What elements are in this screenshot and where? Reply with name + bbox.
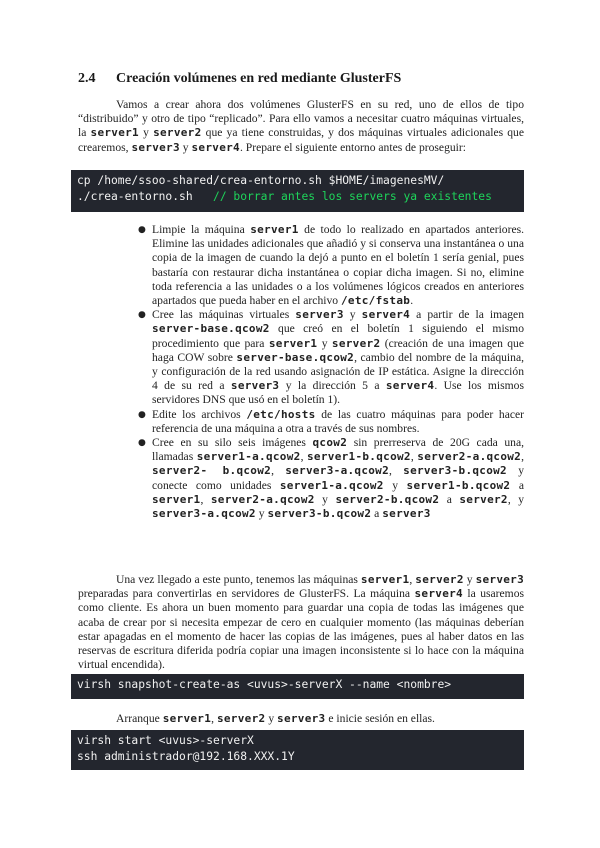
code-term: server2-a.qcow2 [417,450,522,464]
code-term: server1 [162,712,212,725]
code-term: server4 [385,379,435,393]
text-run: , [409,573,416,586]
text-run: Edite los archivos [152,407,247,421]
text-run: , [521,450,525,464]
bullet-icon: ● [138,310,146,321]
list-item [138,308,524,407]
code-term: server1-a.qcow2 [196,450,301,464]
code-term: server3 [277,712,326,725]
code-term: server1 [250,223,299,236]
code-comment: // borrar antes los servers ya existentes [213,190,492,203]
code-block-setup [71,170,524,212]
text-run: y [383,478,407,492]
text-run: . Prepare el siguiente entorno antes de proseguir: [239,140,466,154]
code-term: server2 [153,126,202,140]
code-term: server3 [131,140,180,154]
list-item [138,408,524,436]
code-line: ./crea-entorno.sh [77,190,193,203]
text-run: e inicie sesión en ellas. [325,712,435,725]
intro-paragraph [78,98,524,155]
code-term: server1 [152,492,201,506]
text-run: Cree las máquinas virtuales [152,308,296,322]
text-run: (creación de una imagen que haga COW sobre [152,336,525,364]
text-run: Cree en su silo seis imágenes [152,436,313,450]
code-term: server2 [216,712,266,725]
code-line: virsh snapshot-create-as <uvus>-serverX --name <nombre> [77,678,452,691]
text-run: y conecte como unidades [152,464,524,492]
code-term: server1-b.qcow2 [406,478,511,492]
text-run: y [343,308,362,322]
code-term: server4 [361,308,411,322]
code-line: virsh start <uvus>-serverX [77,734,254,747]
text-run: sin prerreserva de 20G cada una, llamadas [152,436,524,464]
text-run: , [200,492,211,506]
code-term: server3 [382,507,431,521]
section-heading [78,71,401,87]
code-term: server2 [459,492,508,506]
code-term: server4 [414,587,463,601]
code-term: qcow2 [312,436,348,450]
code-term: server3-b.qcow2 [267,507,372,521]
text-run: , [271,464,286,478]
text-run: y la dirección 5 a [279,379,386,393]
code-term: server4 [191,140,240,154]
text-run: a partir de la imagen [410,308,524,322]
code-term: server1 [268,336,318,350]
text-run: Limpie la máquina [152,223,251,236]
text-run: Vamos a crear ahora dos volúmenes GlusterFS en su red, uno de ellos de tipo “distribuido” y otro de tipo “replicado”. Para ello vamos a necesitar cuatro máquinas virtuales, la [78,98,524,140]
text-run: y [265,712,278,725]
text-run: , y [507,492,525,506]
text-run: a [510,478,525,492]
bullet-icon: ● [138,225,146,235]
text-run: y [179,140,192,154]
code-term: server2-b.qcow2 [335,492,440,506]
section-number: 2.4 [78,71,96,86]
code-term: server3 [475,573,525,586]
text-run: de todo lo realizado en apartados anteriores. Elimine las unidades adicionales que añadió y si conserva una instantánea o una copia de la imagen de cuando la dejó a punto en el boletín 1 sería genial, pues bastaría con restaurar dicha instantánea o copiar dicha imagen. Si no, elimine toda referencia a las unidades o a los volúmenes lógicos creados en anteriores apartados que pueda haber en el archivo [152,223,525,308]
code-term: server2- b.qcow2 [152,464,272,478]
text-run: , [300,450,307,464]
list-item [138,436,524,521]
text-run: preparadas para convertirlas en servidores de GlusterFS. La máquina [78,587,415,601]
code-line: ssh administrador@192.168.XXX.1Y [77,750,295,763]
code-term: /etc/fstab [340,294,411,308]
paragraph-start-servers [78,712,524,726]
code-term: server1 [360,573,410,586]
section-title: Creación volúmenes en red mediante GlusterFS [116,71,402,86]
text-run: . [410,294,414,308]
text-run: la usaremos como cliente. Es ahora un buen momento para guardar una copia de todas las imágenes que acaba de crear por si necesita empezar de cero en cualquier momento (las máquinas deberían estar apagadas en el momento de hacer las copias de las imágenes, pues al haber datos en las reservas de escritura diferida podría copiar una imagen inconsistente si lo hace con la máquina virtual encendida). [78,587,525,672]
text-run: , [211,712,217,725]
code-term: server2 [415,573,464,586]
code-block-start-ssh [71,730,524,770]
text-run: que ya tiene construidas, y dos máquinas virtuales adicionales que crearemos, [78,126,524,154]
text-run: . Use los mismos servidores DNS que usó en el boletín 1). [152,379,524,407]
code-term: server2-a.qcow2 [210,492,315,506]
code-term: server3-a.qcow2 [152,507,256,521]
code-term: server2 [331,336,381,350]
text-run: a [371,507,383,521]
code-line: cp /home/ssoo-shared/crea-entorno.sh $HOME/imagenesMV/ [77,174,445,187]
text-run: , [410,450,418,464]
code-term: server3-b.qcow2 [403,464,507,478]
code-term: server1 [90,126,139,140]
instruction-list [138,223,524,521]
code-term: server1-b.qcow2 [307,450,411,464]
code-term: server3 [295,308,344,322]
code-block-snapshot [71,674,524,699]
code-term: server1-a.qcow2 [279,478,384,492]
text-run: y [463,573,476,586]
text-run: de las cuatro máquinas para poder hacer referencia de una máquina a otra a través de sus nombres. [152,407,524,435]
paragraph-gluster-ready [78,573,524,672]
text-run: Una vez llegado a este punto, tenemos las máquinas [116,573,361,586]
text-run: y [255,507,268,521]
text-run: a [439,492,460,506]
text-run: , cambio del nombre de la máquina, y configuración de la red usando asignación de IP estática. Asigne la dirección 4 de su red a [152,350,524,393]
text-run: y [138,126,154,140]
code-term: /etc/hosts [246,407,316,421]
code-term: server-base.qcow2 [152,322,270,336]
code-term: server-base.qcow2 [236,350,355,364]
code-term: server3-a.qcow2 [285,464,390,478]
text-run: Arranque [116,712,163,725]
list-item [138,223,524,308]
text-run: , [389,464,404,478]
text-run: y [314,492,336,506]
text-run: que creó en el boletín 1 siguiendo el mismo procedimiento que para [152,322,524,350]
text-run: y [317,336,332,350]
code-term: server3 [230,379,280,393]
bullet-icon: ● [138,438,146,449]
bullet-icon: ● [138,409,146,420]
